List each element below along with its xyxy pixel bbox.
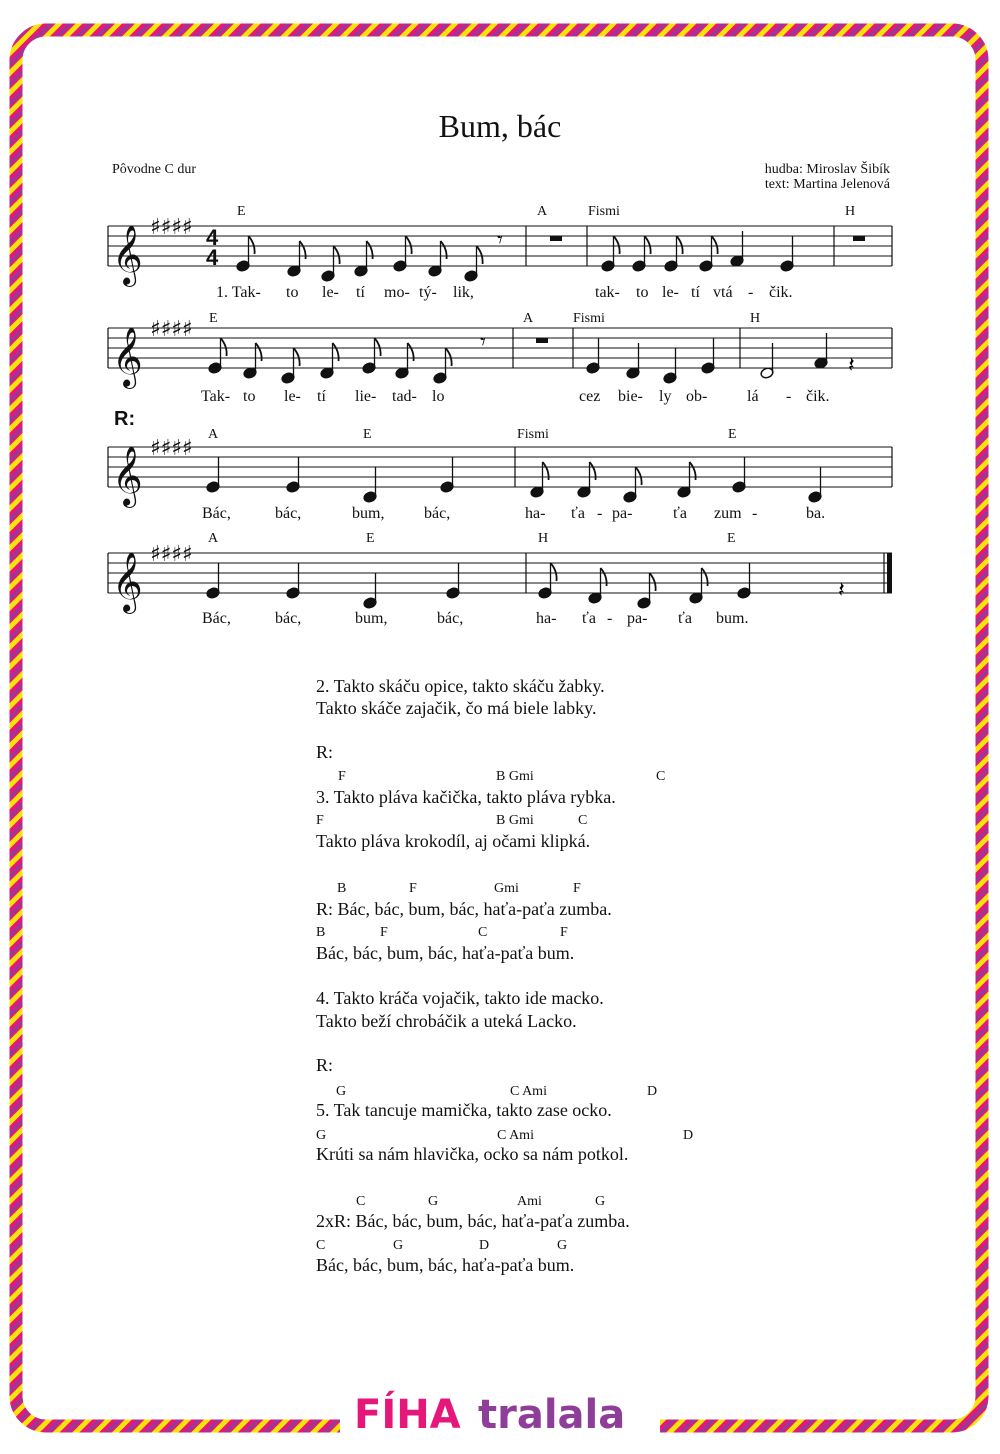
lyric-syllable: cez [579, 388, 601, 405]
rest-icon: 𝄽 [838, 578, 845, 603]
verse-chord: C [478, 925, 488, 940]
verse-chord: G [393, 1238, 404, 1253]
note-flag [650, 573, 656, 591]
lyric-syllable: bie- [618, 388, 643, 405]
verse-chord: D [479, 1238, 490, 1253]
note-flag [645, 236, 651, 254]
logo-word-tralala: tralala [478, 1392, 626, 1438]
lyric-syllable: čik. [806, 388, 830, 405]
lyric-syllable: mo- [384, 284, 410, 301]
note-flag [334, 246, 340, 264]
verse-chord: F [338, 769, 346, 784]
chord-symbol: H [845, 204, 856, 219]
treble-clef-icon: 𝄞 [112, 327, 143, 387]
verse-chord: G [316, 1128, 327, 1143]
verse-line: 4. Takto kráča vojačik, takto ide macko. [316, 988, 604, 1008]
note-flag [712, 236, 718, 254]
lyric-syllable: ťa [571, 505, 585, 522]
verse-line: Takto skáče zajačik, čo má biele labky. [316, 698, 597, 718]
lyric-syllable: ha- [525, 505, 546, 522]
verse-line: 2xR: Bác, bác, bum, bác, haťa-paťa zumba. [316, 1211, 630, 1231]
lyric-syllable: vtá [713, 284, 733, 301]
verse-chord: G [557, 1238, 568, 1253]
chord-symbol: E [209, 311, 218, 326]
note-flag [294, 348, 300, 366]
lyric-syllable: to [243, 388, 256, 405]
verse-line: Takto pláva krokodíl, aj očami klipká. [316, 831, 591, 851]
verse-chord: C [656, 769, 666, 784]
treble-clef-icon: 𝄞 [112, 552, 143, 612]
verse-chord: F [573, 881, 581, 896]
lyric-syllable: tí [691, 284, 700, 301]
lyric-syllable: - [597, 505, 603, 522]
lyric-syllable: bum. [716, 610, 749, 627]
lyric-syllable: - [607, 610, 613, 627]
note-flag [406, 236, 412, 254]
refrain-marker: R: [114, 408, 136, 430]
lyric-syllable: Bác, [202, 610, 231, 627]
lyric-syllable: zum [714, 505, 742, 522]
rest-icon: 𝄾 [480, 330, 486, 355]
svg-text:4: 4 [206, 245, 219, 270]
verse-line: Takto beží chrobáčik a uteká Lacko. [316, 1011, 577, 1031]
rest-icon: 𝄾 [497, 228, 503, 253]
lyric-syllable: lo [432, 388, 445, 405]
lyric-syllable: ob- [686, 388, 708, 405]
rest-icon: 𝄽 [848, 353, 855, 378]
final-barline [887, 553, 892, 593]
lyric-syllable: ba. [806, 505, 826, 522]
lyric-syllable: le- [284, 388, 301, 405]
page-title: Bum, bác [438, 108, 562, 144]
key-signature-sharps: ♯♯♯♯ [150, 317, 193, 342]
key-signature-sharps: ♯♯♯♯ [150, 215, 193, 240]
chord-symbol: A [208, 427, 219, 442]
chord-symbol: A [537, 204, 548, 219]
verse-chord: F [409, 881, 417, 896]
lyric-syllable: ťa [678, 610, 692, 627]
verse-chord: G [428, 1194, 439, 1209]
lyric-syllable: tý- [419, 284, 437, 301]
treble-clef-icon: 𝄞 [112, 446, 143, 506]
chord-symbol: E [366, 531, 375, 546]
lyric-syllable: Bác, [202, 505, 231, 522]
verse-line: Krúti sa nám hlavička, ocko sa nám potkol. [316, 1144, 629, 1164]
verse-chord: B Gmi [496, 769, 534, 784]
lyric-syllable: tak- [595, 284, 620, 301]
chord-symbol: A [523, 311, 534, 326]
verse-chord: G [595, 1194, 606, 1209]
lyric-syllable: tad- [392, 388, 417, 405]
music-credit: hudba: Miroslav Šibík [764, 162, 890, 177]
lyric-syllable: pa- [627, 610, 648, 627]
refrain-marker: R: [316, 742, 334, 762]
verse-chord: B [316, 925, 326, 940]
verse-line: 5. Tak tancuje mamička, takto zase ocko. [316, 1100, 612, 1120]
lyric-syllable: pa- [612, 505, 633, 522]
note-flag [551, 563, 557, 581]
lyric-syllable: 1. Tak- [216, 284, 261, 301]
lyric-syllable: lá [747, 388, 759, 405]
lyric-syllable: - [786, 388, 792, 405]
lyric-syllable: bum, [352, 505, 385, 522]
chord-symbol: E [727, 531, 736, 546]
note-flag [614, 236, 620, 254]
bar-lines [108, 226, 892, 593]
key-signature-sharps: ♯♯♯♯ [150, 542, 193, 567]
chord-symbol: Fismi [517, 427, 549, 442]
verse-chord: B Gmi [496, 813, 534, 828]
chord-symbol: E [363, 427, 372, 442]
note-flag [249, 236, 255, 254]
lyric-syllable: - [752, 505, 758, 522]
lyric-syllable: tí [317, 388, 326, 405]
verse-line: 2. Takto skáču opice, takto skáču žabky. [316, 676, 605, 696]
lyric-syllable: čik. [769, 284, 793, 301]
lyric-syllable: ha- [536, 610, 557, 627]
lyric-syllable: - [748, 284, 754, 301]
lyric-syllable: to [636, 284, 649, 301]
lyric-syllable: le- [322, 284, 339, 301]
verse-chord: F [316, 813, 324, 828]
note-flag [221, 338, 227, 356]
chord-symbol: H [538, 531, 549, 546]
lyric-syllable: bum, [355, 610, 388, 627]
lyric-syllable: bác, [275, 610, 302, 627]
verse-line: Bác, bác, bum, bác, haťa-paťa bum. [316, 1255, 575, 1275]
verse-chord: C [578, 813, 588, 828]
lyric-syllable: bác, [275, 505, 302, 522]
verse-line: R: Bác, bác, bum, bác, haťa-paťa zumba. [316, 899, 612, 919]
key-signature-sharps: ♯♯♯♯ [150, 436, 193, 461]
time-signature [206, 225, 219, 270]
lyric-syllable: lik, [453, 284, 474, 301]
verse-line: 3. Takto pláva kačička, takto pláva rybka. [316, 787, 616, 807]
note-flag [375, 338, 381, 356]
verse-chord: C Ami [497, 1128, 534, 1143]
verse-chord: Gmi [494, 881, 519, 896]
chord-symbol: Fismi [573, 311, 605, 326]
lyric-syllable: ťa [673, 505, 687, 522]
verse-line: Bác, bác, bum, bác, haťa-paťa bum. [316, 943, 575, 963]
treble-clef-icon: 𝄞 [112, 225, 143, 285]
verse-chord: G [336, 1084, 347, 1099]
svg-text:4: 4 [206, 225, 219, 250]
chord-symbol: Fismi [588, 204, 620, 219]
lyric-syllable: to [286, 284, 299, 301]
chord-symbol: E [237, 204, 246, 219]
music-score [0, 0, 1000, 700]
lyric-syllable: lie- [355, 388, 377, 405]
verse-chord: Ami [517, 1194, 542, 1209]
lyric-syllable: ly [659, 388, 672, 405]
verse-chord: B [337, 881, 347, 896]
chord-symbol: A [208, 531, 219, 546]
fiha-tralala-logo [340, 1390, 660, 1446]
lyrics-credit: text: Martina Jelenová [764, 177, 890, 192]
verse-chord: D [647, 1084, 658, 1099]
lyric-syllable: bác, [437, 610, 464, 627]
lyric-syllable: tí [356, 284, 365, 301]
note-flag [446, 348, 452, 366]
lyric-syllable: ťa [582, 610, 596, 627]
note-flag [677, 236, 683, 254]
lyric-syllable: bác, [424, 505, 451, 522]
verse-chord: F [560, 925, 568, 940]
logo-word-fiha: FÍHA [354, 1392, 461, 1438]
note-flag [477, 246, 483, 264]
chord-symbol: H [750, 311, 761, 326]
verse-chord: C Ami [510, 1084, 547, 1099]
note-flag [636, 467, 642, 485]
lyric-syllable: le- [662, 284, 679, 301]
refrain-marker: R: [316, 1055, 334, 1075]
staff-lines [108, 226, 892, 593]
verse-chord: C [316, 1238, 326, 1253]
verse-chord: D [683, 1128, 694, 1143]
verse-chord: F [380, 925, 388, 940]
verse-chord: C [356, 1194, 366, 1209]
original-key-note: Pôvodne C dur [112, 162, 196, 177]
chord-symbol: E [728, 427, 737, 442]
lyric-syllable: Tak- [201, 388, 231, 405]
